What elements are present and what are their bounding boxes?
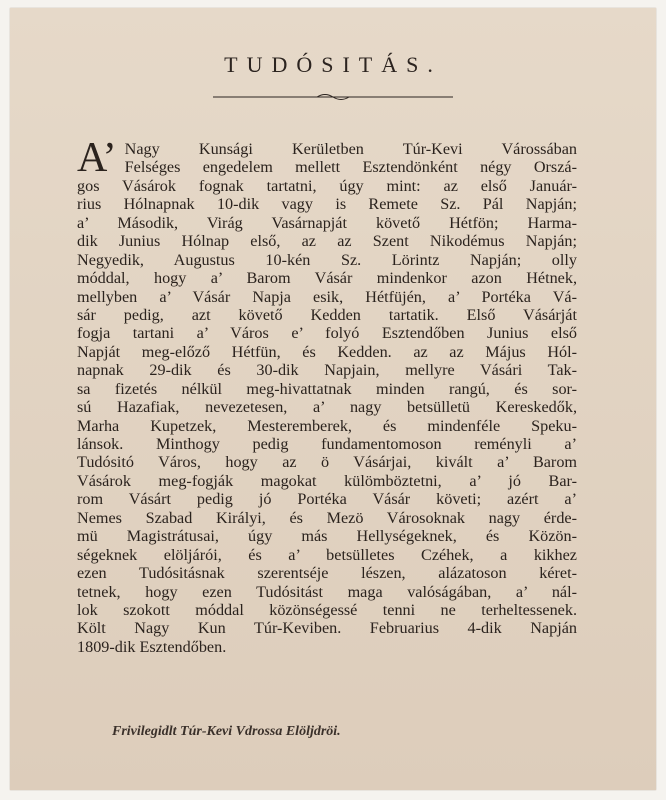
document-body xyxy=(77,135,577,656)
text-line: ezen Tudósitásnak szerentséje lészen, alázatoson kéret- xyxy=(77,564,577,583)
text-line: dik Junius Hólnap első, az az Szent Nikodémus Napján; xyxy=(77,232,577,251)
text-line: Vásárok meg-fogják magokat külömböztetni, a’ jó Bar- xyxy=(77,471,577,490)
document-title: TUDÓSITÁS. xyxy=(224,52,442,77)
text-line: 1809-dik Esztendőben. xyxy=(77,637,227,656)
drop-cap: A’ xyxy=(77,135,117,181)
ornamental-rule xyxy=(213,93,453,101)
text-line: mü Magistrátusai, úgy más Hellységeknek, és Közön- xyxy=(77,527,577,546)
text-line: mellyben a’ Vásár Napja esik, Hétfüjén, a’ Portéka Vá- xyxy=(77,287,577,306)
signature-line: Frivilegidlt Túr-Kevi Vdrossa Elöljdröi. xyxy=(112,724,341,739)
text-line: sár pedig, azt követő Kedden tartatik. Első Vásárját xyxy=(77,305,577,324)
text-line: Tudósitó Város, hogy az ö Vásárjai, kivált a’ Barom xyxy=(77,453,577,472)
text-line: lánsok. Minthogy pedig fundamentomoson reményli a’ xyxy=(77,435,577,453)
text-line: Nagy Kunsági Kerületben Túr-Kevi Várossában xyxy=(124,140,577,158)
text-line: tetnek, hogy ezen Tudósitást maga valóságában, a’ nál- xyxy=(77,582,577,601)
text-line: Marha Kupetzek, Mesteremberek, és mindenféle Speku- xyxy=(77,416,577,435)
text-line: rom Vásárt pedig jó Portéka Vásár követi; azért a’ xyxy=(77,490,577,509)
text-line: móddal, hogy a’ Barom Vásár mindenkor azon Hétnek, xyxy=(77,269,577,288)
text-line: a’ Második, Virág Vasárnapját követő Hétfön; Harma- xyxy=(77,213,577,232)
text-line: Nemes Szabad Királyi, és Mezö Városoknak nagy érde- xyxy=(77,508,577,527)
text-line: rius Hólnapnak 10-dik vagy is Remete Sz. Pál Napján; xyxy=(77,195,577,214)
text-line: Költ Nagy Kun Túr-Keviben. Februarius 4-dik Napján xyxy=(77,619,577,638)
text-line: fogja tartani a’ Város e’ folyó Esztendőben Junius első xyxy=(77,324,577,343)
text-line: napnak 29-dik és 30-dik Napjain, mellyre Vásári Tak- xyxy=(77,361,577,380)
text-line: ségeknek elöljárói, és a’ betsülletes Czéhek, a kikhez xyxy=(77,545,577,564)
text-line: Napját meg-előző Hétfün, és Kedden. az az Május Hól- xyxy=(77,342,577,361)
text-line: lok szokott móddal közönségessé tenni ne terheltessenek. xyxy=(77,600,577,619)
text-line: sa fizetés nélkül meg-hivattatnak minden rangú, és sor- xyxy=(77,379,577,398)
text-line: Negyedik, Augustus 10-kén Sz. Lörintz Napján; olly xyxy=(77,250,577,269)
text-line: sú Hazafiak, nevezetesen, a’ nagy betsülletü Kereskedők, xyxy=(77,398,577,417)
text-line: Felséges engedelem mellett Esztendönként négy Orszá- xyxy=(124,158,577,177)
text-line: gos Vásárok fognak tartatni, úgy mint: az első Január- xyxy=(77,176,577,195)
